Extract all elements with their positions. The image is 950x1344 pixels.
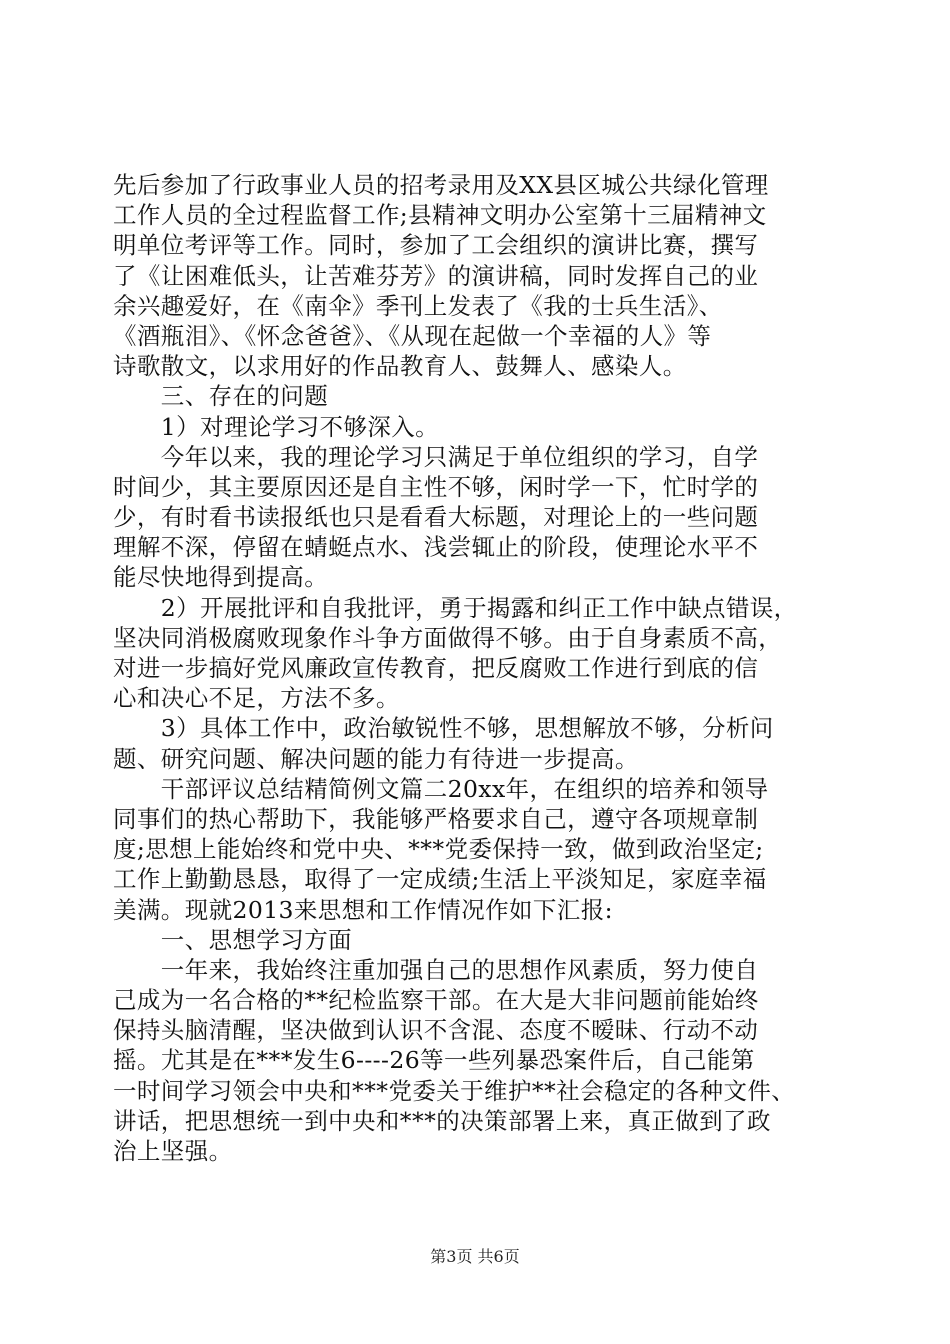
text-line: 己成为一名合格的**纪检监察干部。在大是大非问题前能始终 — [113, 986, 759, 1015]
text-line: 坚决同消极腐败现象作斗争方面做得不够。由于自身素质不高， — [113, 623, 783, 652]
page-number-footer: 第3页 共6页 — [430, 1247, 520, 1266]
text-line: 3）具体工作中，政治敏锐性不够，思想解放不够，分析问 — [113, 714, 774, 743]
body-text — [113, 170, 848, 1166]
text-line: 摇。尤其是在***发生6----26等一些列暴恐案件后，自己能第 — [113, 1046, 755, 1075]
text-line: 明单位考评等工作。同时，参加了工会组织的演讲比赛，撰写 — [113, 231, 759, 260]
text-line: 诗歌散文，以求用好的作品教育人、鼓舞人、感染人。 — [113, 352, 687, 381]
text-line: 了《让困难低头，让苦难芬芳》的演讲稿，同时发挥自己的业 — [113, 261, 759, 290]
text-line: 题、研究问题、解决问题的能力有待进一步提高。 — [113, 744, 639, 773]
text-line: 治上坚强。 — [113, 1137, 233, 1165]
text-line: 一时间学习领会中央和***党委关于维护**社会稳定的各种文件、 — [113, 1076, 796, 1105]
text-line: 先后参加了行政事业人员的招考录用及XX县区城公共绿化管理 — [113, 171, 769, 199]
text-line: 一年来，我始终注重加强自己的思想作风素质，努力使自 — [113, 955, 759, 984]
text-line: 理解不深，停留在蜻蜓点水、浅尝辄止的阶段，使理论水平不 — [113, 533, 759, 562]
text-line: 对进一步搞好党风廉政宣传教育，把反腐败工作进行到底的信 — [113, 654, 759, 682]
text-line: 同事们的热心帮助下，我能够严格要求自己，遵守各项规章制 — [113, 804, 759, 833]
text-line: 美满。现就2013来思想和工作情况作如下汇报: — [113, 895, 613, 924]
text-line: 干部评议总结精简例文篇二20xx年，在组织的培养和领导 — [113, 774, 769, 803]
text-line: 度;思想上能始终和党中央、***党委保持一致，做到政治坚定; — [113, 835, 764, 864]
text-line: 讲话，把思想统一到中央和***的决策部署上来，真正做到了政 — [113, 1106, 771, 1135]
text-line: 保持头脑清醒，坚决做到认识不含混、态度不暧昧、行动不动 — [113, 1016, 759, 1045]
text-line: 时间少，其主要原因还是自主性不够，闲时学一下，忙时学的 — [113, 472, 759, 501]
text-line: 余兴趣爱好，在《南伞》季刊上发表了《我的士兵生活》、 — [113, 291, 723, 320]
text-line: 少，有时看书读报纸也只是看看大标题，对理论上的一些问题 — [113, 503, 759, 532]
text-line: 能尽快地得到提高。 — [113, 563, 329, 592]
text-line: 一、思想学习方面 — [113, 925, 352, 954]
text-line: 1）对理论学习不够深入。 — [113, 412, 440, 441]
text-line: 工作上勤勤恳恳，取得了一定成绩;生活上平淡知足，家庭幸福 — [113, 865, 767, 894]
text-line: 今年以来，我的理论学习只满足于单位组织的学习，自学 — [113, 442, 759, 471]
text-line: 三、存在的问题 — [113, 382, 329, 411]
text-line: 工作人员的全过程监督工作;县精神文明办公室第十三届精神文 — [113, 201, 767, 230]
text-line: 2）开展批评和自我批评，勇于揭露和纠正工作中缺点错误， — [113, 593, 798, 622]
text-line: 心和决心不足，方法不多。 — [113, 684, 400, 713]
text-line: 《酒瓶泪》、《怀念爸爸》、《从现在起做一个幸福的人》等 — [113, 321, 712, 350]
